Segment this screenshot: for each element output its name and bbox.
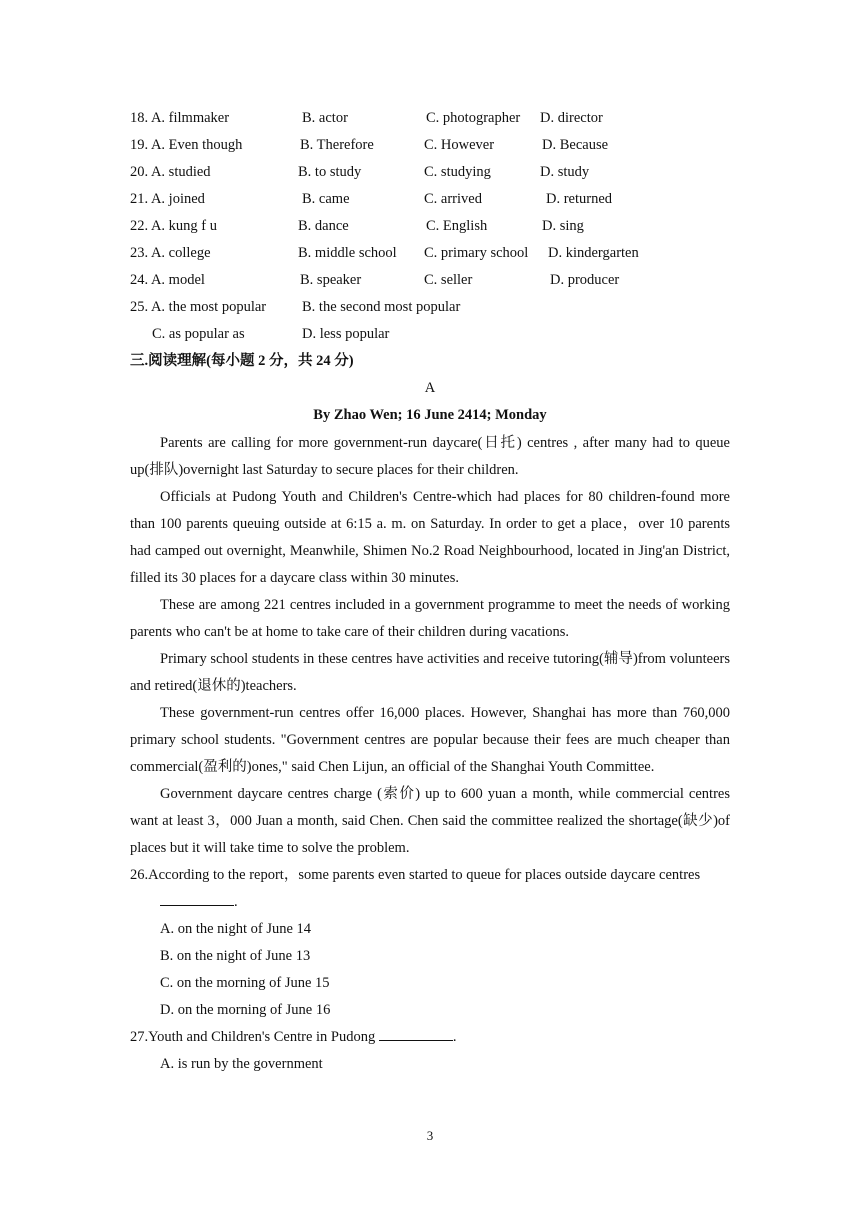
cloze-option-a: 20. A. studied [130, 164, 211, 180]
cloze-option-a: 21. A. joined [130, 191, 205, 207]
q26-option: B. on the night of June 13 [160, 948, 311, 964]
q25-option-a: 25. A. the most popular [130, 299, 267, 315]
q27-stem-text: 27.Youth and Children's Centre in Pudong [130, 1029, 376, 1045]
cloze-question-row [130, 268, 730, 295]
answer-blank[interactable] [160, 891, 234, 906]
q25-option-b: B. the second most popular [302, 299, 461, 315]
question-25-row1 [130, 295, 730, 322]
q27-stem-end: . [452, 1029, 457, 1045]
cloze-option-d: D. returned [546, 191, 613, 207]
cloze-option-c: C. arrived [424, 191, 482, 207]
passage-paragraph: Parents are calling for more government-run daycare(日托) centres , after many had to queue up(排队)overnight last Saturday to secure places for their children. [130, 435, 730, 478]
cloze-option-d: D. producer [550, 272, 620, 288]
cloze-question-row [130, 241, 730, 268]
cloze-option-a: 22. A. kung f u [130, 218, 217, 234]
cloze-option-b: B. Therefore [300, 137, 374, 153]
question-26-stem [130, 862, 730, 889]
cloze-option-a: 19. A. Even though [130, 137, 243, 153]
passage-paragraph: These are among 221 centres included in a government programme to meet the needs of working parents who can't be at home to take care of their children during vacations. [130, 597, 730, 640]
cloze-question-row [130, 160, 730, 187]
cloze-option-c: C. seller [424, 272, 473, 288]
section-heading: 三.阅读理解(每小题 2 分，共 24 分) [130, 353, 354, 369]
q26-option: D. on the morning of June 16 [160, 1002, 331, 1018]
q26-option: A. on the night of June 14 [160, 921, 312, 937]
cloze-option-b: B. actor [302, 110, 348, 126]
cloze-option-b: B. to study [298, 164, 362, 180]
cloze-question-row [130, 187, 730, 214]
cloze-question-row [130, 133, 730, 160]
cloze-option-c: C. English [426, 218, 488, 234]
cloze-option-d: D. sing [542, 218, 584, 234]
cloze-option-a: 23. A. college [130, 245, 211, 261]
cloze-option-b: B. speaker [300, 272, 362, 288]
exam-page [130, 106, 730, 1078]
q25-option-d: D. less popular [302, 326, 390, 342]
cloze-option-a: 24. A. model [130, 272, 205, 288]
question-26-blank-line [130, 889, 730, 916]
passage-byline: By Zhao Wen; 16 June 2414; Monday [313, 407, 547, 423]
passage-paragraph: These government-run centres offer 16,000 places. However, Shanghai has more than 760,000 primary school students. "Government centres are popular because their fees are much cheaper than commercial(盈利的)ones," said Chen Lijun, an official of the Shanghai Youth Committee. [130, 705, 730, 775]
cloze-question-row [130, 106, 730, 133]
q26-stem-end: . [234, 894, 238, 910]
cloze-option-c: C. primary school [424, 245, 529, 261]
cloze-option-b: B. came [302, 191, 350, 207]
passage-paragraph: Government daycare centres charge (索价) up to 600 yuan a month, while commercial centres want at least 3，000 Juan a month, said Chen. Chen said the committee realized the shortage(缺少)of places but it will take time to solve the problem. [130, 786, 730, 856]
cloze-option-b: B. middle school [298, 245, 397, 261]
cloze-option-c: C. However [424, 137, 495, 153]
cloze-option-b: B. dance [298, 218, 349, 234]
cloze-option-a: 18. A. filmmaker [130, 110, 230, 126]
cloze-option-d: D. Because [542, 137, 609, 153]
q26-option: C. on the morning of June 15 [160, 975, 330, 991]
q27-option: A. is run by the government [160, 1056, 323, 1072]
passage-letter: A [424, 380, 436, 396]
question-25-row2 [130, 322, 730, 349]
passage-paragraph: Officials at Pudong Youth and Children's Centre-which had places for 80 children-found more than 100 parents queuing outside at 6:15 a. m. on Saturday. In order to get a place，over 10 parents had camped out overnight, Meanwhile, Shimen No.2 Road Neighbourhood, located in Jing'an District, filled its 30 places for a daycare class within 30 minutes. [130, 489, 730, 586]
cloze-question-row [130, 214, 730, 241]
cloze-option-c: C. studying [424, 164, 491, 180]
question-27-stem [130, 1024, 730, 1051]
cloze-options [130, 106, 730, 295]
passage-paragraph: Primary school students in these centres have activities and receive tutoring(辅导)from volunteers and retired(退休的)teachers. [130, 651, 730, 694]
answer-blank[interactable] [379, 1026, 453, 1041]
q26-stem-text: 26.According to the report，some parents even started to queue for places outside daycare centres [130, 867, 701, 883]
page-number: 3 [426, 1128, 434, 1143]
cloze-option-d: D. kindergarten [548, 245, 639, 261]
cloze-option-c: C. photographer [426, 110, 521, 126]
cloze-option-d: D. director [540, 110, 603, 126]
q25-option-c: C. as popular as [152, 326, 245, 342]
cloze-option-d: D. study [540, 164, 590, 180]
